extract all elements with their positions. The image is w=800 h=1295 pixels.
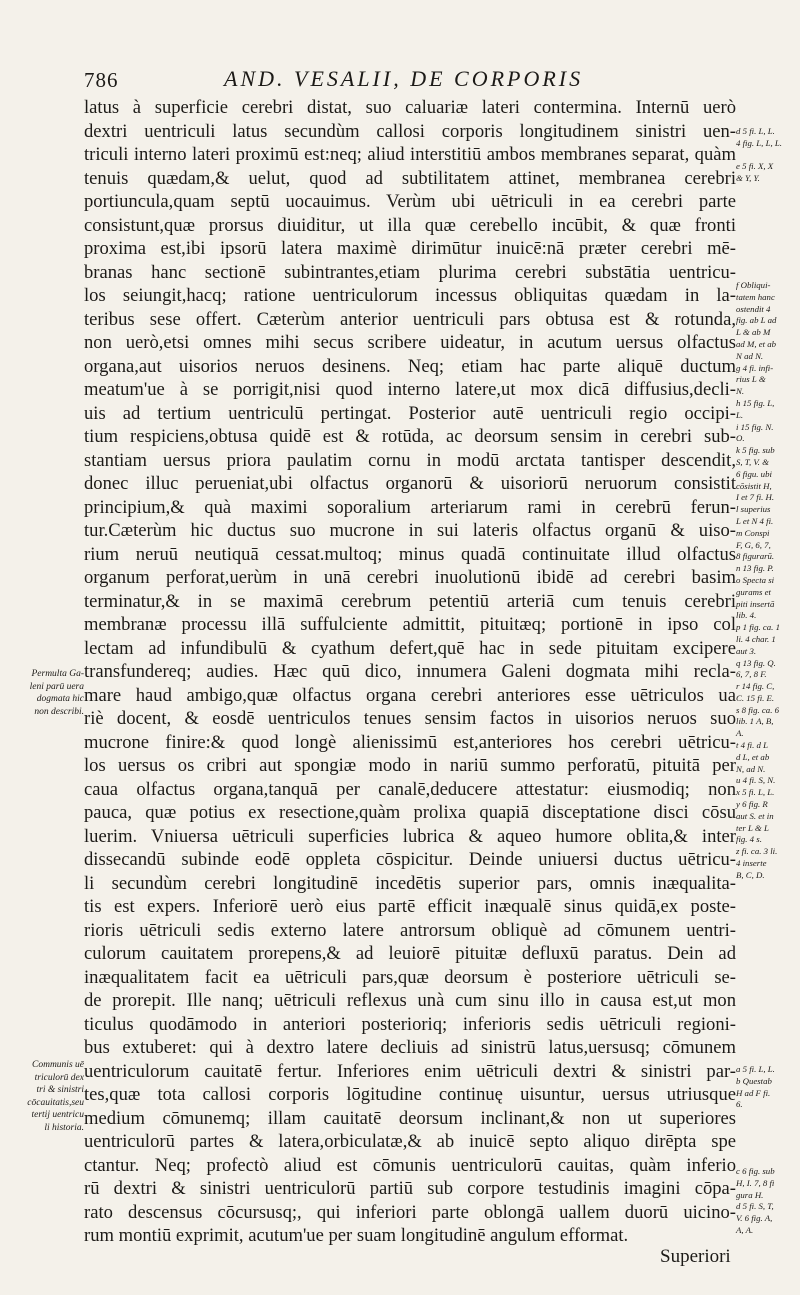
marginal-ref-line: A, A. [736, 1224, 754, 1235]
right-marginal-refs-4 [736, 1166, 800, 1237]
text-line: teribus sese offert. Cæterùm anterior uentriculi pars obtusa est & rotunda, [84, 308, 736, 330]
marginal-ref-line: L et N 4 fi. [736, 515, 774, 526]
text-line: inæqualitatem facit ea uētriculi pars,quæ deorsum è posteriore uētriculi se- [84, 966, 736, 988]
text-line: non uerò,etsi omnes mihi secus scribere uideatur, in acutum uersus olfactus [84, 332, 736, 353]
marginal-ref-line: gura H. [736, 1189, 764, 1200]
text-line: rato descensus cōcursusq;, qui inferiori parte oblongā uallem duorū uicino- [84, 1201, 736, 1223]
marginal-ref-line: z fi. ca. 3 li. [736, 846, 778, 857]
marginal-ref-line [736, 150, 800, 162]
text-line: uis ad tertium uentriculū pertingat. Posterior autē uentriculi regio occipi- [84, 402, 736, 424]
text-line: rium neruū neutiquā cessat.multoq; minus quadā continuitate illud olfactus [84, 543, 736, 565]
text-line: los seiungit,hacq; ratione uentriculorum incessus obliquitas quædam in la- [84, 285, 736, 306]
marginal-ref-line: 8 figurarū. [736, 551, 775, 562]
marginal-line: non describi. [34, 706, 84, 717]
text-line: medium cōmunemq; illam cauitatē deorsum inclinant,& non ut superiores [84, 1107, 736, 1129]
text-line: luerim. Vniuersa uētriculi superficies lubrica & aqueo humore oblita,& inter [84, 825, 736, 847]
marginal-ref-line: L & ab M [736, 327, 771, 338]
marginal-ref-line: g 4 fi. infi- [736, 362, 774, 373]
marginal-ref-line: m Conspi [736, 527, 770, 538]
text-line: pauca, quæ potius ex resectione,quàm prolixa quapiā disceptatione disci cōsu [84, 802, 736, 823]
marginal-ref-line: cōsistit H, [736, 480, 772, 491]
marginal-ref-line: o Specta si [736, 574, 775, 585]
marginal-ref-line: u 4 fi. S, N. [736, 775, 776, 786]
page-number: 786 [84, 68, 119, 92]
marginal-ref-line: O. [736, 433, 745, 444]
text-line: lectam ad infundibulū & cyathum defert,quē hac in sede pituitam excipere [84, 637, 736, 659]
text-line: rioris uētriculi sedis externo latere antrorsum obliquè ad cōmunem uentri- [84, 919, 736, 941]
marginal-ref-line: 4 inserte [736, 858, 767, 869]
marginal-ref-line: aut 3. [736, 645, 757, 656]
marginal-ref-line: f Obliqui- [736, 280, 771, 290]
text-line: li secundùm cerebri longitudinē incedētis superior pars, omnis inæqualita- [84, 872, 736, 894]
marginal-line: leni parū uera [29, 681, 84, 692]
text-line: rum montiū exprimit, acutum'ue per suam longitudinē angulum efformat. [84, 1225, 629, 1246]
text-line: latus à superficie cerebri distat, suo caluariæ lateri contermina. Internū uerò [84, 97, 736, 118]
marginal-ref-line: i 15 fig. N. [736, 421, 774, 432]
text-line: ticulus quodāmodo in anteriori posterioriq; inferioris sedis uētriculi regioni- [84, 1013, 736, 1035]
marginal-ref-line: rius L & [736, 374, 766, 385]
marginal-ref-line: r 14 fig. C, [736, 681, 775, 692]
marginal-ref-line: s 8 fig. ca. 6 [736, 704, 780, 715]
text-line: culorum cauitatem prorepens,& ad leuiorē pituitæ defluxū paratus. Dein ad [84, 943, 736, 964]
text-line: ctantur. Neq; profectò aliud est cōmunis uentriculorū cauitas, quàm inferio [84, 1154, 736, 1176]
marginal-line: Permulta Ga- [31, 669, 84, 679]
text-line: dextri uentriculi latus secundùm callosi corporis longitudinem sinistri uen- [84, 120, 736, 142]
marginal-ref-line: x 5 fi. L, L. [736, 787, 775, 798]
marginal-ref-line: fig. 4 s. [736, 834, 762, 845]
marginal-ref-line: l superius [736, 504, 771, 515]
marginal-ref-line: & Y, Y. [736, 173, 760, 184]
text-line: transfundereq; audies. Hæc quū dico, innumera Galeni dogmata mihi recla- [84, 661, 736, 682]
text-line: tenuis quædam,& uelut, quod ad subtilitatem attinet, membranea cerebri [84, 167, 736, 189]
text-line: los uersus os cribri aut spongiæ modo in nariū summo perforatū, pituitā per [84, 755, 736, 776]
marginal-ref-line: N, ad N. [736, 763, 766, 774]
marginal-ref-line: A. [736, 728, 744, 739]
marginal-line: tertij uentricu [31, 1110, 84, 1120]
marginal-ref-line: li. 4 char. 1 [736, 633, 776, 644]
marginal-ref-line: fig. ab L ad [736, 315, 777, 326]
right-marginal-refs-1 [736, 126, 800, 185]
text-line: tur.Cæterùm hic ductus suo mucrone in sui lateris olfactus organū & uiso- [84, 520, 736, 541]
text-line: dissecandū subinde eodē oppleta cōspicitur. Deinde uniuersi ductus uētricu- [84, 849, 736, 870]
marginal-ref-line: k 5 fig. sub [736, 445, 775, 456]
left-marginal-note-galen [4, 668, 84, 718]
marginal-ref-line: L. [736, 409, 744, 420]
text-line: uentriculorū partes & latera,orbiculatæ,& ab inuicē septo aliquo dirēpta spe [84, 1131, 736, 1152]
marginal-ref-line: ter L & L [736, 822, 769, 833]
main-text-block [84, 96, 736, 1248]
marginal-ref-line: V. 6 fig. A, [736, 1213, 773, 1224]
text-line: caua olfactus organa,tanquā per canalē,deducere attestatur: eiusmodiq; non [84, 778, 736, 800]
text-line: terminatur,& in se maximā cerebrum petentiū arteriā cum tenuis cerebri [84, 590, 736, 612]
marginal-ref-line: 6, 7, 8 F. [736, 669, 767, 680]
text-line: mare haud ambigo,quæ olfactus organa cerebri anteriores esse uētriculos ua [84, 684, 736, 706]
marginal-ref-line: tatem hanc [736, 291, 775, 302]
text-line: branas hanc sectionē subintrantes,etiam plurima cerebri substātia uentricu- [84, 261, 736, 283]
text-line: bus extuberet: qui à dextro latere decliuis ad sinistrū latus,uersusq; cōmunem [84, 1037, 736, 1058]
marginal-ref-line: d 5 fi. L, L. [736, 126, 775, 136]
marginal-line: dogmata hic [36, 694, 84, 704]
marginal-ref-line: 6. [736, 1099, 743, 1110]
marginal-ref-line: c 6 fig. sub [736, 1166, 775, 1176]
catchword: Superiori [660, 1246, 731, 1267]
right-marginal-refs-2 [736, 280, 800, 882]
marginal-ref-line: H, I. 7, 8 fi [736, 1177, 775, 1188]
marginal-ref-line: lib. 4. [736, 610, 757, 621]
marginal-line: li historia. [44, 1122, 84, 1133]
text-line: organa,aut uisorios neruos desinens. Neq; etiam hac parte aliquē ductum [84, 355, 736, 377]
text-line: tis est expers. Inferiorē uerò eius partē efficit inæqualē sinus quidā,ex poste- [84, 896, 736, 917]
marginal-ref-line: F, G, 6, 7, [736, 539, 771, 550]
marginal-ref-line: N. [736, 386, 745, 397]
text-line: uentriculorum cauitatē fertur. Inferiores enim uētriculi dextri & sinistri par- [84, 1060, 736, 1082]
marginal-ref-line: aut S. et in [736, 810, 774, 821]
marginal-ref-line: B, C, D. [736, 869, 765, 880]
text-line: organum perforat,uerùm in unā cerebri inuolutionū ibidē ad cerebri basim [84, 567, 736, 588]
marginal-ref-line: I et 7 fi. H. [736, 492, 775, 503]
text-line: proxima est,ibi ipsorū latera maximè dirimūtur inuicē:nā præter cerebri mē- [84, 238, 736, 259]
left-marginal-note-communis [4, 1059, 84, 1134]
marginal-ref-line: y 6 fig. R [736, 799, 768, 810]
marginal-ref-line: 4 fig. L, L, L. [736, 137, 782, 148]
text-line: principium,& quà maximi soporalium arteriarum rami in cerebrū ferun- [84, 496, 736, 518]
marginal-ref-line: ostendit 4 [736, 303, 771, 314]
marginal-ref-line: d 5 fi. S, T, [736, 1201, 774, 1212]
right-marginal-refs-3 [736, 1064, 800, 1111]
marginal-ref-line: e 5 fi. X, X [736, 161, 774, 172]
text-line: donec illuc perueniat,ubi olfactus organorū & uisoriorū neruorum consistit [84, 473, 736, 494]
marginal-line: Communis uē [32, 1060, 84, 1070]
text-line: de prorepit. Ille nanq; uētriculi reflexus unà cum sinu illo in causa est,ut mon [84, 990, 736, 1011]
text-line: riè docent, & eosdē uentriculos tenues sensim factos in uisorios neruos suo [84, 708, 736, 729]
text-line: meatum'ue à se porrigit,nisi quod interno latere,ut mox dicā diffusius,decli- [84, 379, 736, 400]
marginal-ref-line: gurams et [736, 586, 771, 597]
marginal-ref-line: 6 figu. ubi [736, 468, 772, 479]
marginal-ref-line: piti insertā [736, 598, 775, 609]
marginal-ref-line: p 1 fig. ca. 1 [736, 622, 780, 633]
marginal-ref-line: lib. 1 A, B, [736, 716, 774, 727]
marginal-line: cōcauitatis,seu [27, 1097, 84, 1108]
text-line: membranæ processu illā suffulciente admittit, pituitæq; portionē in ipso col [84, 614, 736, 635]
running-title: AND. VESALII, DE CORPORIS [224, 66, 584, 91]
text-line: portiuncula,quam septū uocauimus. Verùm ubi uētriculi in ea cerebri parte [84, 191, 736, 212]
marginal-ref-line: N ad N. [736, 350, 764, 361]
marginal-ref-line: S, T, V. & [736, 456, 769, 467]
marginal-ref-line: H ad F fi. [736, 1087, 771, 1098]
marginal-ref-line: d L, et ab [736, 751, 770, 762]
marginal-ref-line: h 15 fig. L, [736, 397, 775, 408]
text-line: rū dextri & sinistri uentriculorū partiū sub corpore testudinis imagini cōpa- [84, 1178, 736, 1199]
marginal-ref-line: C. 15 fi. E. [736, 692, 775, 703]
marginal-ref-line: a 5 fi. L, L. [736, 1064, 775, 1074]
text-line: triculi interno lateri proximū est:neq; aliud interstitiū ambos membranes separat, quàm [84, 144, 736, 165]
marginal-ref-line: b Questab [736, 1075, 772, 1086]
text-line: tium respiciens,obtusa quidē est & rotūda, ac deorsum sensim in cerebri sub- [84, 426, 736, 447]
text-line: mucrone finire:& quod longè alienissimū est,anteriores hos cerebri uētricu- [84, 731, 736, 753]
text-line: consistunt,quæ prorsus diuiditur, ut illa quæ cerebello incūbit, & quæ fronti [84, 214, 736, 236]
marginal-ref-line: ad M, et ab [736, 338, 777, 349]
marginal-ref-line: t 4 fi. d L [736, 740, 769, 751]
running-header [84, 66, 704, 96]
marginal-line: tri & sinistri [36, 1085, 84, 1095]
text-line: tes,quæ tota callosi corporis lōgitudine continuę uisuntur, uersus utriusque [84, 1084, 736, 1105]
marginal-ref-line: n 13 fig. P. [736, 563, 774, 574]
marginal-line: triculorū dex [34, 1072, 84, 1083]
marginal-ref-line: q 13 fig. Q. [736, 657, 776, 668]
text-line: stantiam uersus priora paulatim cornu in modū arctata tantisper descendit, [84, 449, 736, 471]
